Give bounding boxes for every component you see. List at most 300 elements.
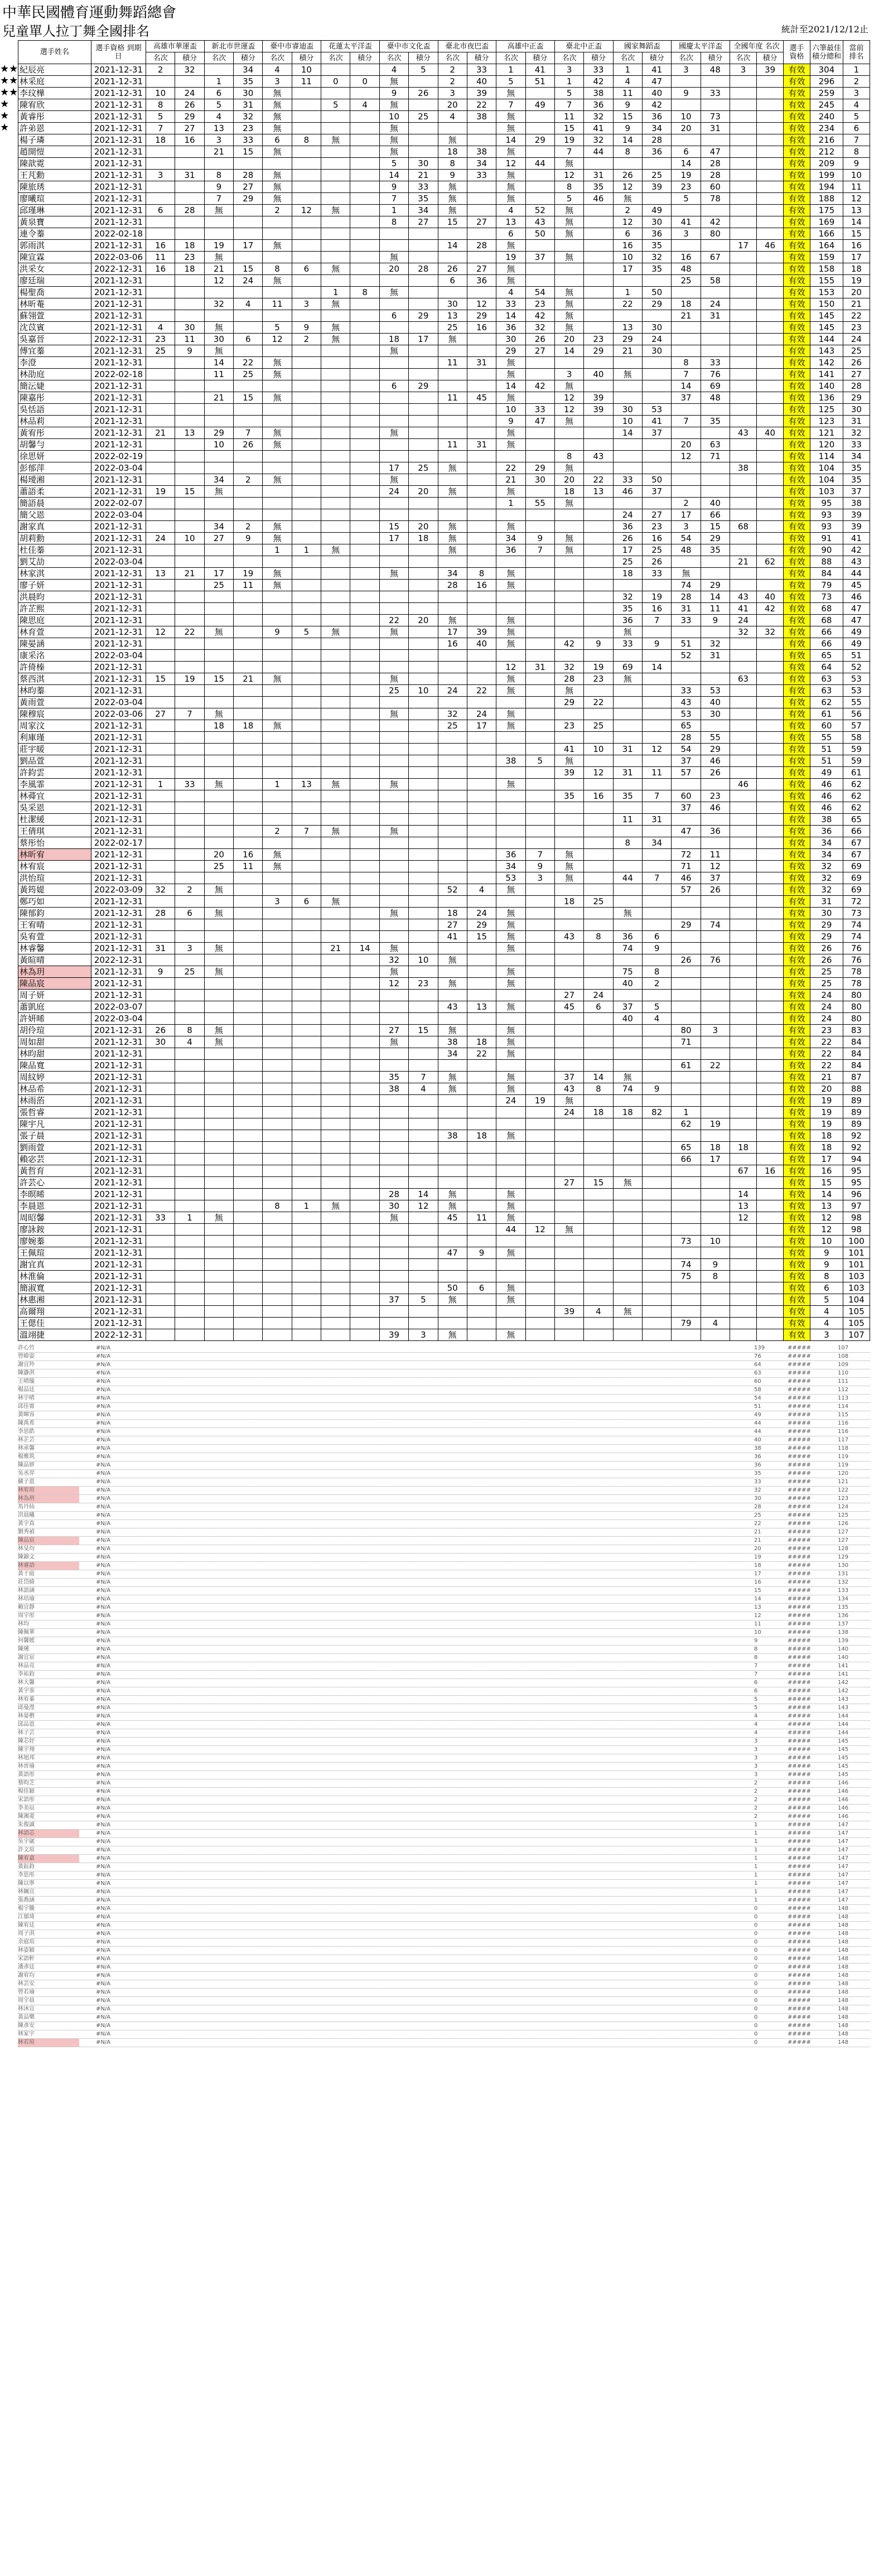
- score-cell: [350, 580, 379, 591]
- score-cell: 38: [496, 755, 525, 767]
- six-comp-points: 51: [810, 755, 843, 767]
- score-cell: 9: [613, 99, 642, 111]
- score-cell: 19: [554, 134, 583, 146]
- score-cell: [204, 767, 233, 779]
- score-cell: 9: [175, 345, 204, 357]
- na-marker: #N/A: [96, 1972, 111, 1979]
- score-cell: [525, 732, 554, 744]
- score-cell: [350, 322, 379, 334]
- score-cell: 28: [438, 580, 467, 591]
- score-cell: [204, 1329, 233, 1341]
- na-marker: #N/A: [96, 1362, 111, 1368]
- na-athlete-name: 莊岱綺: [18, 1579, 35, 1585]
- score-cell: 無: [496, 1212, 525, 1224]
- current-rank: 105: [843, 1318, 870, 1329]
- na-total: 0: [754, 1922, 758, 1928]
- score-cell: [409, 298, 438, 310]
- score-cell: [730, 474, 757, 486]
- score-cell: [730, 1083, 757, 1095]
- score-cell: [613, 826, 642, 837]
- na-athlete-name: 黃鈺鈞: [18, 1864, 35, 1870]
- score-cell: [204, 931, 233, 943]
- score-cell: [757, 1271, 784, 1282]
- score-cell: [234, 826, 263, 837]
- score-cell: [730, 1095, 757, 1107]
- score-cell: [234, 252, 263, 263]
- score-cell: [730, 732, 757, 744]
- qualification-status: 有效: [784, 908, 810, 919]
- score-cell: [757, 685, 784, 697]
- na-marker: #N/A: [96, 1989, 111, 1995]
- score-cell: 5: [642, 1001, 671, 1013]
- score-cell: 16: [584, 790, 613, 802]
- score-cell: [701, 1036, 730, 1048]
- score-cell: [204, 1224, 233, 1236]
- score-cell: 19: [496, 252, 525, 263]
- score-cell: [496, 1318, 525, 1329]
- score-cell: [204, 978, 233, 990]
- score-cell: [350, 416, 379, 427]
- score-cell: [175, 954, 204, 966]
- qualification-status: 有效: [784, 404, 810, 416]
- six-comp-points: 216: [810, 134, 843, 146]
- score-cell: [234, 884, 263, 896]
- score-cell: 42: [525, 380, 554, 392]
- score-cell: [204, 732, 233, 744]
- score-cell: 31: [613, 767, 642, 779]
- na-rank: 148: [838, 1964, 849, 1970]
- score-cell: 無: [204, 708, 233, 720]
- score-cell: 無: [672, 568, 701, 580]
- score-cell: [175, 76, 204, 88]
- na-hash: #####: [788, 1613, 811, 1619]
- table-row: [18, 1177, 870, 1189]
- score-cell: 無: [321, 896, 350, 908]
- na-row: [18, 1445, 870, 1453]
- score-cell: 25: [204, 580, 233, 591]
- score-cell: [525, 896, 554, 908]
- score-cell: 76: [701, 369, 730, 380]
- score-cell: [496, 1118, 525, 1130]
- score-cell: [584, 1329, 613, 1341]
- score-cell: [525, 1118, 554, 1130]
- score-cell: [467, 380, 496, 392]
- score-cell: 12: [263, 334, 292, 345]
- na-hash: #####: [788, 1395, 811, 1401]
- na-hash: #####: [788, 1763, 811, 1769]
- six-comp-points: 91: [810, 533, 843, 544]
- score-cell: 11: [234, 580, 263, 591]
- score-cell: 23: [409, 978, 438, 990]
- score-cell: [234, 954, 263, 966]
- score-cell: [613, 439, 642, 451]
- qualification-status: 有效: [784, 310, 810, 322]
- score-cell: [757, 322, 784, 334]
- score-cell: [146, 802, 175, 814]
- score-cell: [496, 1013, 525, 1025]
- score-cell: 19: [701, 1118, 730, 1130]
- score-cell: [409, 439, 438, 451]
- na-total: 14: [754, 1596, 761, 1602]
- table-row: [18, 439, 870, 451]
- na-rank: 142: [838, 1680, 849, 1686]
- na-athlete-name: 邱品恩: [18, 1721, 35, 1728]
- status-date: 2021-12-31: [91, 755, 146, 767]
- score-cell: [701, 943, 730, 954]
- six-comp-points: 20: [810, 1083, 843, 1095]
- score-cell: [146, 216, 175, 228]
- score-cell: [438, 416, 467, 427]
- score-cell: [292, 814, 321, 826]
- score-cell: [263, 1083, 292, 1095]
- current-rank: 78: [843, 966, 870, 978]
- header-sub-rank: 名次: [321, 52, 350, 64]
- score-cell: 無: [204, 252, 233, 263]
- score-cell: [730, 1025, 757, 1036]
- score-cell: 11: [467, 1212, 496, 1224]
- score-cell: [757, 310, 784, 322]
- score-cell: 23: [175, 252, 204, 263]
- score-cell: 14: [584, 1072, 613, 1083]
- qualification-status: 有效: [784, 462, 810, 474]
- score-cell: [730, 1072, 757, 1083]
- score-cell: [525, 943, 554, 954]
- na-total: 1: [754, 1822, 758, 1828]
- na-marker: #N/A: [96, 1864, 111, 1870]
- score-cell: 無: [204, 1036, 233, 1048]
- score-cell: [730, 720, 757, 732]
- current-rank: 73: [843, 908, 870, 919]
- score-cell: [672, 908, 701, 919]
- score-cell: [757, 1189, 784, 1200]
- score-cell: 61: [672, 1060, 701, 1072]
- score-cell: [204, 1200, 233, 1212]
- table-row: [18, 591, 870, 603]
- score-cell: [263, 1142, 292, 1154]
- current-rank: 38: [843, 498, 870, 509]
- score-cell: 14: [613, 427, 642, 439]
- score-cell: 37: [672, 392, 701, 404]
- score-cell: [525, 1025, 554, 1036]
- score-cell: [642, 1294, 671, 1306]
- star-icon: ★: [0, 110, 9, 122]
- score-cell: 18: [438, 146, 467, 158]
- score-cell: 35: [613, 603, 642, 615]
- score-cell: [409, 708, 438, 720]
- na-row: [18, 1955, 870, 1964]
- score-cell: [204, 1271, 233, 1282]
- score-cell: [730, 392, 757, 404]
- na-hash: #####: [788, 2006, 811, 2012]
- score-cell: [204, 872, 233, 884]
- score-cell: 無: [263, 392, 292, 404]
- score-cell: [757, 533, 784, 544]
- score-cell: [672, 1048, 701, 1060]
- score-cell: [175, 369, 204, 380]
- na-total: 60: [754, 1378, 761, 1385]
- score-cell: [321, 404, 350, 416]
- score-cell: [613, 1036, 642, 1048]
- na-athlete-name: 陳品宸: [18, 1537, 79, 1545]
- na-total: 1: [754, 1864, 758, 1870]
- score-cell: [584, 884, 613, 896]
- na-marker: #N/A: [96, 1420, 111, 1426]
- qualification-status: 有效: [784, 954, 810, 966]
- score-cell: 無: [379, 345, 408, 357]
- score-cell: [613, 919, 642, 931]
- qualification-status: 有效: [784, 826, 810, 837]
- score-cell: [292, 580, 321, 591]
- score-cell: [438, 662, 467, 673]
- score-cell: 46: [613, 486, 642, 498]
- score-cell: 無: [496, 1247, 525, 1259]
- score-cell: 19: [175, 673, 204, 685]
- score-cell: [584, 908, 613, 919]
- score-cell: 無: [379, 908, 408, 919]
- qualification-status: 有效: [784, 767, 810, 779]
- score-cell: [554, 954, 583, 966]
- current-rank: 35: [843, 462, 870, 474]
- score-cell: [730, 814, 757, 826]
- qualification-status: 有效: [784, 943, 810, 954]
- score-cell: [292, 181, 321, 193]
- score-cell: [321, 158, 350, 170]
- score-cell: 45: [438, 1212, 467, 1224]
- six-comp-points: 29: [810, 931, 843, 943]
- na-marker: #N/A: [96, 1713, 111, 1719]
- na-rank: 124: [838, 1504, 849, 1510]
- score-cell: [467, 1083, 496, 1095]
- score-cell: 無: [496, 1072, 525, 1083]
- score-cell: [263, 872, 292, 884]
- score-cell: [409, 1318, 438, 1329]
- score-cell: 29: [409, 380, 438, 392]
- score-cell: 31: [701, 123, 730, 134]
- na-row: [18, 1922, 870, 1930]
- current-rank: 20: [843, 287, 870, 298]
- score-cell: [409, 556, 438, 568]
- qualification-status: 有效: [784, 814, 810, 826]
- score-cell: [672, 1200, 701, 1212]
- current-rank: 66: [843, 826, 870, 837]
- score-cell: [321, 1130, 350, 1142]
- current-rank: 78: [843, 978, 870, 990]
- score-cell: [525, 1212, 554, 1224]
- status-date: 2021-12-31: [91, 1107, 146, 1118]
- na-row: [18, 1528, 870, 1537]
- qualification-status: 有效: [784, 322, 810, 334]
- table-row: [18, 298, 870, 310]
- score-cell: 25: [234, 369, 263, 380]
- score-cell: 40: [642, 88, 671, 99]
- score-cell: 13: [467, 1001, 496, 1013]
- current-rank: 26: [843, 357, 870, 369]
- status-date: 2021-12-31: [91, 533, 146, 544]
- score-cell: [757, 334, 784, 345]
- athlete-name: 陳穆宸: [18, 708, 91, 720]
- status-date: 2022-03-04: [91, 650, 146, 662]
- score-cell: 11: [642, 767, 671, 779]
- qualification-status: 有效: [784, 884, 810, 896]
- score-cell: 35: [554, 790, 583, 802]
- status-date: 2022-02-18: [91, 369, 146, 380]
- score-cell: [554, 603, 583, 615]
- score-cell: [467, 427, 496, 439]
- na-hash: #####: [788, 1445, 811, 1451]
- score-cell: [263, 1072, 292, 1083]
- score-cell: [146, 1060, 175, 1072]
- score-cell: [438, 404, 467, 416]
- athlete-name: 許妍晞: [18, 1013, 91, 1025]
- score-cell: [554, 1271, 583, 1282]
- score-cell: 25: [409, 462, 438, 474]
- score-cell: [701, 1247, 730, 1259]
- score-cell: [584, 1282, 613, 1294]
- table-row: [18, 872, 870, 884]
- score-cell: 5: [263, 322, 292, 334]
- score-cell: [350, 134, 379, 146]
- score-cell: 無: [263, 123, 292, 134]
- score-cell: [730, 533, 757, 544]
- na-hash: #####: [788, 1830, 811, 1836]
- na-rank: 125: [838, 1512, 849, 1518]
- score-cell: 47: [701, 146, 730, 158]
- status-date: 2021-12-31: [91, 1189, 146, 1200]
- na-marker: #N/A: [96, 1537, 111, 1543]
- score-cell: 無: [204, 345, 233, 357]
- score-cell: 30: [379, 1200, 408, 1212]
- score-cell: [409, 931, 438, 943]
- score-cell: [350, 1294, 379, 1306]
- score-cell: [350, 334, 379, 345]
- score-cell: [146, 1165, 175, 1177]
- na-total: 49: [754, 1412, 761, 1418]
- score-cell: [525, 1165, 554, 1177]
- current-rank: 9: [843, 158, 870, 170]
- na-marker: #N/A: [96, 1403, 111, 1410]
- score-cell: 33: [146, 1212, 175, 1224]
- six-comp-points: 304: [810, 64, 843, 76]
- header-sub-points: 積分: [234, 52, 263, 64]
- score-cell: [672, 1247, 701, 1259]
- six-comp-points: 145: [810, 310, 843, 322]
- score-cell: 無: [204, 626, 233, 638]
- header-current-rank: 當前 排名: [843, 41, 870, 64]
- score-cell: [175, 1165, 204, 1177]
- score-cell: [175, 650, 204, 662]
- score-cell: [672, 205, 701, 216]
- score-cell: [438, 1177, 467, 1189]
- na-rank: 148: [838, 1922, 849, 1928]
- athlete-name: 許倚榛: [18, 662, 91, 673]
- na-athlete-name: 吳丞羿: [18, 1470, 35, 1477]
- na-athlete-name: 李美辰: [18, 1805, 35, 1811]
- score-cell: 38: [467, 146, 496, 158]
- score-cell: [730, 170, 757, 181]
- score-cell: 2: [263, 205, 292, 216]
- na-marker: #N/A: [96, 1906, 111, 1912]
- score-cell: 無: [438, 134, 467, 146]
- six-comp-points: 65: [810, 650, 843, 662]
- na-marker: #N/A: [96, 1604, 111, 1610]
- na-total: 1: [754, 1830, 758, 1836]
- score-cell: [175, 1177, 204, 1189]
- score-cell: [525, 1142, 554, 1154]
- score-cell: [379, 849, 408, 861]
- score-cell: [234, 287, 263, 298]
- na-marker: #N/A: [96, 1621, 111, 1627]
- score-cell: [292, 1212, 321, 1224]
- current-rank: 25: [843, 345, 870, 357]
- score-cell: 無: [496, 943, 525, 954]
- score-cell: [175, 181, 204, 193]
- score-cell: 11: [438, 439, 467, 451]
- score-cell: 4: [642, 1013, 671, 1025]
- score-cell: [584, 978, 613, 990]
- current-rank: 57: [843, 720, 870, 732]
- score-cell: 49: [642, 205, 671, 216]
- na-athlete-name: 陳瀞淇: [18, 1370, 35, 1376]
- score-cell: 25: [146, 345, 175, 357]
- score-cell: [263, 1177, 292, 1189]
- na-row: [18, 1813, 870, 1821]
- score-cell: 21: [204, 263, 233, 275]
- qualification-status: 有效: [784, 193, 810, 205]
- score-cell: [146, 826, 175, 837]
- score-cell: [379, 509, 408, 521]
- score-cell: [146, 1282, 175, 1294]
- score-cell: [292, 88, 321, 99]
- score-cell: [730, 1154, 757, 1165]
- table-row: [18, 357, 870, 369]
- qualification-status: 有效: [784, 615, 810, 626]
- score-cell: 無: [204, 943, 233, 954]
- na-row: [18, 1980, 870, 1989]
- score-cell: [757, 638, 784, 650]
- na-rank: 146: [838, 1780, 849, 1786]
- score-cell: [321, 685, 350, 697]
- score-cell: [146, 638, 175, 650]
- score-cell: 6: [379, 310, 408, 322]
- table-row: [18, 1271, 870, 1282]
- score-cell: [438, 498, 467, 509]
- score-cell: [701, 1048, 730, 1060]
- score-cell: [350, 1329, 379, 1341]
- na-athlete-name: 陳宥廷: [18, 1922, 35, 1928]
- score-cell: [234, 1107, 263, 1118]
- score-cell: [467, 1072, 496, 1083]
- score-cell: 12: [730, 1212, 757, 1224]
- score-cell: 4: [467, 884, 496, 896]
- na-row: [18, 1403, 870, 1411]
- na-marker: #N/A: [96, 1897, 111, 1903]
- score-cell: [730, 404, 757, 416]
- score-cell: [467, 779, 496, 790]
- score-cell: [584, 416, 613, 427]
- na-row: [18, 1361, 870, 1369]
- current-rank: 62: [843, 802, 870, 814]
- score-cell: [757, 861, 784, 872]
- athlete-name: 張子晨: [18, 1130, 91, 1142]
- score-cell: [204, 826, 233, 837]
- score-cell: [379, 1306, 408, 1318]
- na-rank: 144: [838, 1721, 849, 1728]
- six-comp-points: 103: [810, 486, 843, 498]
- score-cell: 無: [496, 626, 525, 638]
- score-cell: [263, 1294, 292, 1306]
- score-cell: [292, 1048, 321, 1060]
- score-cell: [146, 451, 175, 462]
